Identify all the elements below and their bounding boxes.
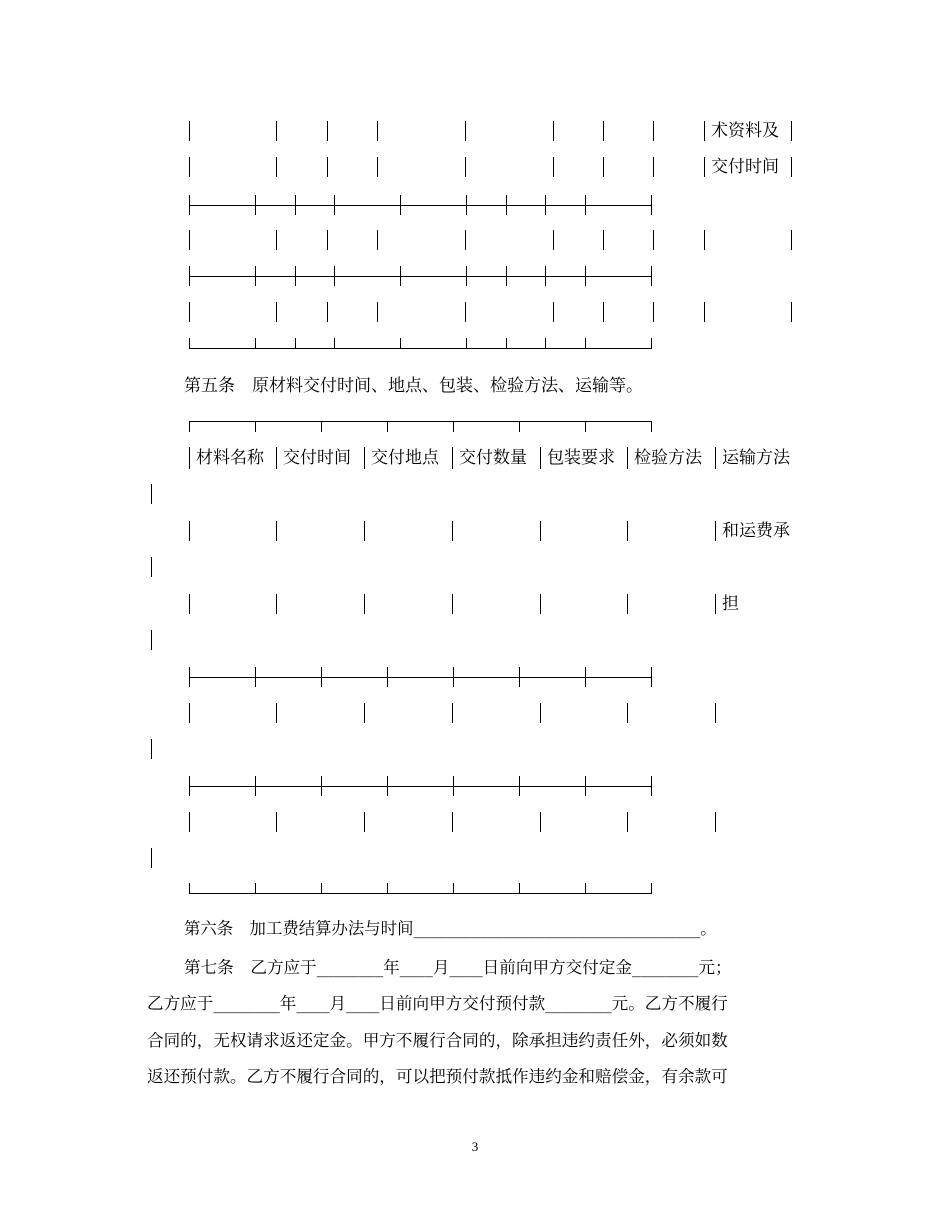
table-rule-tick xyxy=(255,266,256,286)
table-rule-tick xyxy=(387,883,388,894)
table-divider xyxy=(653,230,654,250)
table-rule-tick xyxy=(651,195,652,215)
table-divider xyxy=(653,302,654,322)
table-divider xyxy=(327,302,328,322)
table-rule-tick xyxy=(334,195,335,215)
table-divider xyxy=(653,121,654,141)
table-rule-tick xyxy=(453,421,454,432)
table-divider xyxy=(276,521,277,541)
table-rule-tick xyxy=(585,195,586,215)
table-rule-tick xyxy=(585,421,586,432)
table-divider xyxy=(715,521,716,541)
table-rule xyxy=(189,677,652,678)
article7-line: 乙方应于________年____月____日前向甲方交付预付款________元。乙方不履行 xyxy=(147,994,728,1013)
table-rule-tick xyxy=(453,883,454,894)
page-number: 3 xyxy=(471,1139,479,1154)
table-rule xyxy=(189,205,652,206)
table-divider xyxy=(603,157,604,177)
table-divider xyxy=(791,302,792,322)
table-divider xyxy=(151,848,152,868)
table-divider xyxy=(189,230,190,250)
table-rule-tick xyxy=(255,338,256,349)
table-divider xyxy=(151,557,152,577)
table-rule-tick xyxy=(466,195,467,215)
table-divider xyxy=(627,594,628,614)
table-rule xyxy=(189,421,652,422)
table-cell: 术资料及 xyxy=(711,121,779,141)
table-rule-tick xyxy=(189,776,190,796)
table-divider xyxy=(276,594,277,614)
table-divider xyxy=(465,121,466,141)
table-divider xyxy=(276,157,277,177)
table-cell: 和运费承 xyxy=(722,521,790,541)
table-divider xyxy=(327,230,328,250)
table-rule xyxy=(189,893,652,894)
table-divider xyxy=(452,812,453,832)
column-header: 包装要求 xyxy=(547,448,615,468)
table-divider xyxy=(715,812,716,832)
table-divider xyxy=(327,157,328,177)
table-rule-tick xyxy=(255,776,256,796)
table-divider xyxy=(465,230,466,250)
article7-line: 返还预付款。乙方不履行合同的，可以把预付款抵作违约金和赔偿金，有余款可 xyxy=(147,1067,728,1086)
article6-text: 第六条 加工费结算办法与时间___________________________________。 xyxy=(184,919,717,938)
table-divider xyxy=(364,812,365,832)
table-divider xyxy=(704,157,705,177)
table-rule-tick xyxy=(334,266,335,286)
table-divider xyxy=(276,447,277,469)
table-rule xyxy=(189,276,652,277)
table-rule-tick xyxy=(651,667,652,687)
table-divider xyxy=(276,302,277,322)
table-rule-tick xyxy=(255,421,256,432)
table-divider xyxy=(189,121,190,141)
table-divider xyxy=(189,703,190,723)
table-rule xyxy=(189,348,652,349)
table-rule-tick xyxy=(651,266,652,286)
table-rule-tick xyxy=(295,195,296,215)
table-divider xyxy=(627,521,628,541)
table-divider xyxy=(704,302,705,322)
table-divider xyxy=(540,521,541,541)
table-divider xyxy=(276,121,277,141)
table-divider xyxy=(465,157,466,177)
table-divider xyxy=(704,230,705,250)
table-divider xyxy=(540,447,541,469)
table-rule-tick xyxy=(545,195,546,215)
table-divider xyxy=(627,447,628,469)
table-rule-tick xyxy=(585,266,586,286)
table-divider xyxy=(151,630,152,650)
table-divider xyxy=(364,594,365,614)
table-divider xyxy=(715,703,716,723)
table-rule-tick xyxy=(519,776,520,796)
table-rule-tick xyxy=(585,338,586,349)
table-divider xyxy=(452,594,453,614)
table-rule-tick xyxy=(400,338,401,349)
table-divider xyxy=(276,703,277,723)
table-rule-tick xyxy=(321,883,322,894)
table-rule-tick xyxy=(585,883,586,894)
table-divider xyxy=(553,302,554,322)
table-divider xyxy=(553,157,554,177)
table-divider xyxy=(553,230,554,250)
table-rule-tick xyxy=(400,266,401,286)
table-rule-tick xyxy=(519,883,520,894)
table-rule-tick xyxy=(545,266,546,286)
table-rule-tick xyxy=(453,776,454,796)
table-divider xyxy=(791,121,792,141)
column-header: 交付数量 xyxy=(459,448,527,468)
table-divider xyxy=(540,703,541,723)
table-divider xyxy=(715,447,716,469)
table-rule-tick xyxy=(506,266,507,286)
table-divider xyxy=(377,157,378,177)
table-rule-tick xyxy=(334,338,335,349)
column-header: 交付地点 xyxy=(371,448,439,468)
table-divider xyxy=(704,121,705,141)
table-rule-tick xyxy=(295,266,296,286)
article5-heading: 第五条 原材料交付时间、地点、包装、检验方法、运输等。 xyxy=(184,376,643,396)
table-rule-tick xyxy=(255,195,256,215)
table-rule-tick xyxy=(519,421,520,432)
table-rule-tick xyxy=(387,776,388,796)
table-rule-tick xyxy=(321,421,322,432)
table-divider xyxy=(653,157,654,177)
article7-line: 合同的，无权请求返还定金。甲方不履行合同的，除承担违约责任外，必须如数 xyxy=(147,1031,728,1050)
table-rule-tick xyxy=(295,338,296,349)
table-divider xyxy=(603,121,604,141)
table-rule-tick xyxy=(651,421,652,432)
table-divider xyxy=(452,703,453,723)
article7-line: 第七条 乙方应于________年____月____日前向甲方交付定金________元； xyxy=(184,958,732,977)
table-rule-tick xyxy=(255,667,256,687)
table-divider xyxy=(189,594,190,614)
table-divider xyxy=(377,302,378,322)
table-rule-tick xyxy=(189,195,190,215)
table-divider xyxy=(377,121,378,141)
table-divider xyxy=(465,302,466,322)
table-divider xyxy=(364,703,365,723)
table-rule-tick xyxy=(453,667,454,687)
table-rule-tick xyxy=(255,883,256,894)
column-header: 运输方法 xyxy=(722,448,790,468)
column-header: 检验方法 xyxy=(634,448,702,468)
table-rule-tick xyxy=(651,883,652,894)
table-cell: 担 xyxy=(722,594,739,614)
table-rule-tick xyxy=(400,195,401,215)
table-divider xyxy=(327,121,328,141)
table-rule-tick xyxy=(506,195,507,215)
table-rule-tick xyxy=(585,667,586,687)
table-divider xyxy=(791,157,792,177)
table-rule-tick xyxy=(189,667,190,687)
table-divider xyxy=(452,447,453,469)
table-rule-tick xyxy=(189,421,190,432)
table-rule-tick xyxy=(519,667,520,687)
table-rule-tick xyxy=(387,667,388,687)
table-divider xyxy=(364,447,365,469)
table-rule-tick xyxy=(466,338,467,349)
table-divider xyxy=(364,521,365,541)
table-divider xyxy=(452,521,453,541)
table-rule-tick xyxy=(506,338,507,349)
table-divider xyxy=(603,230,604,250)
column-header: 材料名称 xyxy=(196,448,264,468)
table-divider xyxy=(189,157,190,177)
table-rule-tick xyxy=(585,776,586,796)
table-rule-tick xyxy=(189,266,190,286)
table-divider xyxy=(627,703,628,723)
table-divider xyxy=(553,121,554,141)
table-divider xyxy=(377,230,378,250)
table-rule-tick xyxy=(651,776,652,796)
table-divider xyxy=(603,302,604,322)
table-divider xyxy=(189,302,190,322)
table-divider xyxy=(791,230,792,250)
table-divider xyxy=(189,812,190,832)
table-divider xyxy=(276,230,277,250)
table-divider xyxy=(189,447,190,469)
table-rule-tick xyxy=(189,883,190,894)
table-rule xyxy=(189,786,652,787)
table-divider xyxy=(540,812,541,832)
table-rule-tick xyxy=(321,667,322,687)
table-rule-tick xyxy=(321,776,322,796)
table-divider xyxy=(189,521,190,541)
table-divider xyxy=(715,594,716,614)
table-divider xyxy=(540,594,541,614)
table-cell: 交付时间 xyxy=(711,157,779,177)
table-rule-tick xyxy=(545,338,546,349)
table-rule-tick xyxy=(651,338,652,349)
table-rule-tick xyxy=(189,338,190,349)
table-divider xyxy=(276,812,277,832)
table-rule-tick xyxy=(387,421,388,432)
column-header: 交付时间 xyxy=(283,448,351,468)
table-rule-tick xyxy=(466,266,467,286)
table-divider xyxy=(627,812,628,832)
table-divider xyxy=(151,484,152,504)
table-divider xyxy=(151,739,152,759)
